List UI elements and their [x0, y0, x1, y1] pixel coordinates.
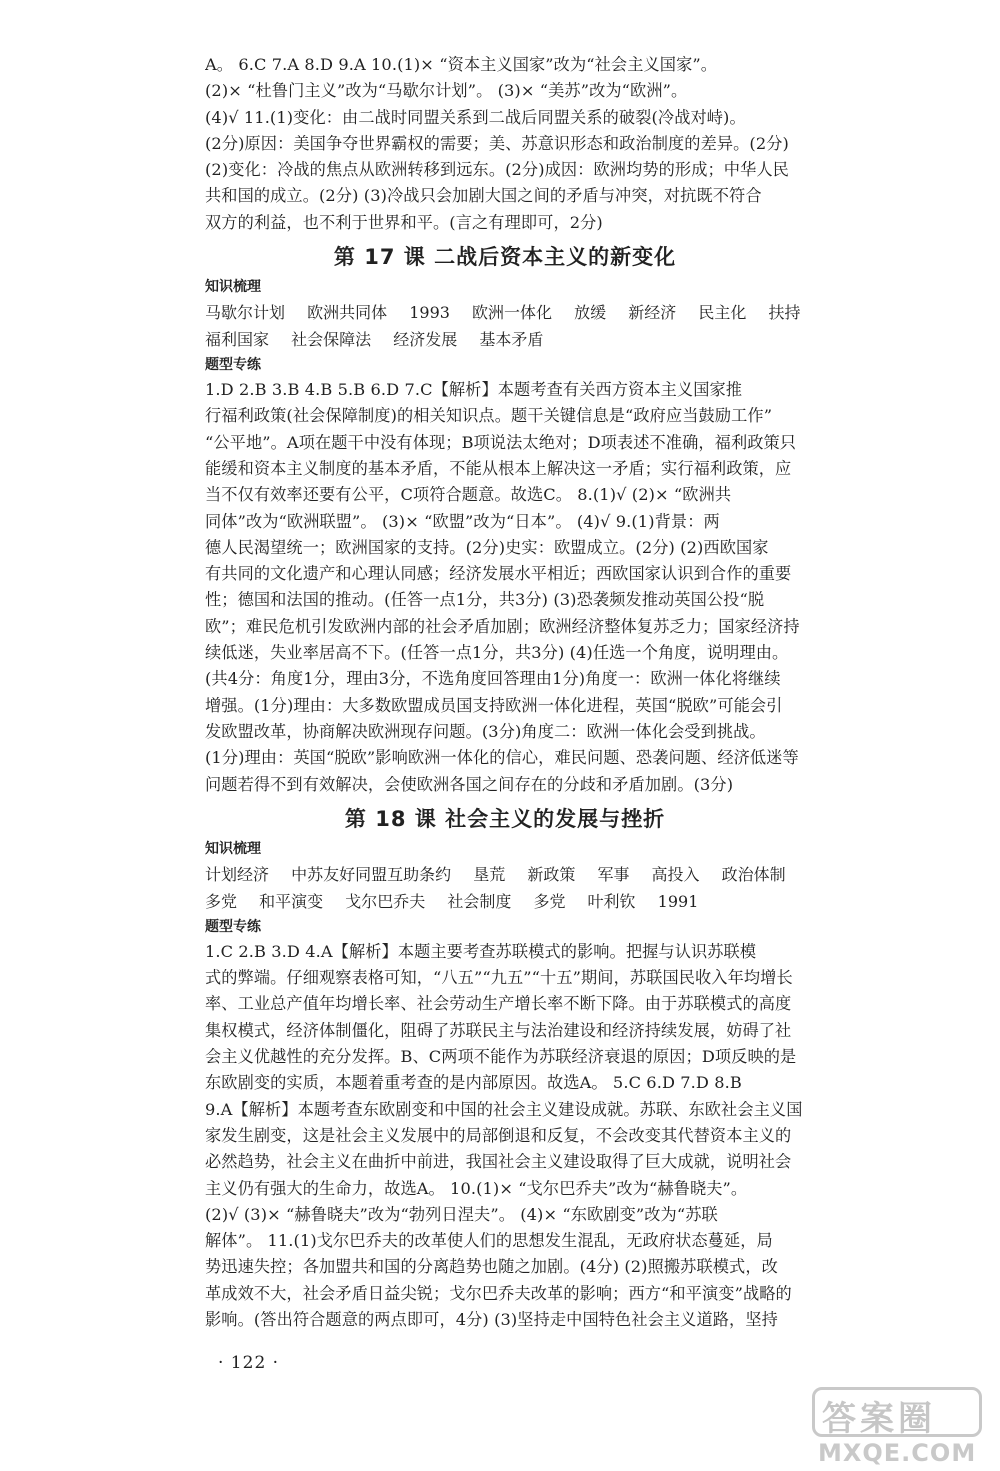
- keyword-row: [205, 299, 805, 326]
- keyword: 军事: [597, 864, 630, 884]
- practice-heading: 题型专练: [205, 357, 261, 374]
- text-line: 革成效不大，社会矛盾日益尖锐；戈尔巴乔夫改革的影响；西方“和平演变”战略的: [205, 1283, 792, 1303]
- keyword: 欧洲共同体: [307, 303, 388, 323]
- keyword: 计划经济: [205, 864, 270, 884]
- keyword-row: [205, 888, 805, 915]
- keyword: 社会保障法: [291, 330, 372, 350]
- text-line: 发欧盟改革，协商解决欧洲现存问题。(3分)角度二：欧洲一体化会受到挑战。: [205, 721, 766, 741]
- text-line: 率、工业总产值年均增长率、社会劳动生产增长率不断下降。由于苏联模式的高度: [205, 994, 792, 1014]
- text-line: 有共同的文化遗产和心理认同感；经济发展水平相近；西欧国家认识到合作的重要: [205, 564, 792, 584]
- text-line: 必然趋势，社会主义在曲折中前进，我国社会主义建设取得了巨大成就，说明社会: [205, 1152, 792, 1172]
- text-line: (2分)原因：美国争夺世界霸权的需要；美、苏意识形态和政治制度的差异。(2分): [205, 133, 789, 153]
- lesson-17-section: [205, 240, 805, 798]
- keyword: 戈尔巴乔夫: [345, 891, 426, 911]
- keyword: 民主化: [698, 303, 747, 323]
- keyword: 中苏友好同盟互助条约: [291, 864, 452, 884]
- keyword: 和平演变: [259, 891, 324, 911]
- text-line: 行福利政策(社会保障制度)的相关知识点。题干关键信息是“政府应当鼓励工作”: [205, 406, 773, 426]
- text-line: 欧”；难民危机引发欧洲内部的社会矛盾加剧；欧洲经济整体复苏乏力；国家经济持: [205, 616, 800, 636]
- text-line: 解体”。 11.(1)戈尔巴乔夫的改革使人们的思想发生混乱，无政府状态蔓延，局: [205, 1231, 773, 1251]
- keyword-row: [205, 861, 805, 888]
- watermark-url: MXQE.COM: [818, 1439, 977, 1467]
- text-line: 1.C 2.B 3.D 4.A【解析】本题主要考查苏联模式的影响。把握与认识苏联模: [205, 941, 757, 961]
- text-line: 问题若得不到有效解决，会使欧洲各国之间存在的分歧和矛盾加剧。(3分): [205, 774, 734, 794]
- keyword: 新政策: [527, 864, 576, 884]
- text-line: 共和国的成立。(2分) (3)冷战只会加剧大国之间的矛盾与冲突，对抗既不符合: [205, 186, 762, 206]
- text-line: 能缓和资本主义制度的基本矛盾，不能从根本上解决这一矛盾；实行福利政策，应: [205, 458, 792, 478]
- keyword: 社会制度: [447, 891, 512, 911]
- top-answers: [205, 52, 805, 236]
- text-line: 主义仍有强大的生命力，故选A。 10.(1)× “戈尔巴乔夫”改为“赫鲁晓夫”。: [205, 1178, 748, 1198]
- text-line: 性；德国和法国的推动。(任答一点1分，共3分) (3)恐袭频发推动英国公投“脱: [205, 590, 765, 610]
- text-line: 1.D 2.B 3.B 4.B 5.B 6.D 7.C【解析】本题考查有关西方资本主义国家推: [205, 380, 743, 400]
- keyword: 多党: [533, 891, 566, 911]
- keyword-row: [205, 326, 805, 353]
- keyword: 欧洲一体化: [472, 303, 553, 323]
- keyword: 1993: [409, 303, 450, 323]
- text-line: (2)× “杜鲁门主义”改为“马歇尔计划”。 (3)× “美苏”改为“欧洲”。: [205, 81, 688, 101]
- text-line: 9.A【解析】本题考查东欧剧变和中国的社会主义建设成就。苏联、东欧社会主义国: [205, 1099, 803, 1119]
- text-line: “公平地”。A项在题干中没有体现；B项说法太绝对；D项表述不准确，福利政策只: [205, 432, 797, 452]
- text-line: 会主义优越性的充分发挥。B、C两项不能作为苏联经济衰退的原因；D项反映的是: [205, 1047, 797, 1067]
- keyword: 高投入: [651, 864, 700, 884]
- text-line: (2)变化：冷战的焦点从欧洲转移到远东。(2分)成因：欧洲均势的形成；中华人民: [205, 160, 789, 180]
- text-line: 德人民渴望统一；欧洲国家的支持。(2分)史实：欧盟成立。(2分) (2)西欧国家: [205, 537, 769, 557]
- text-line: 集权模式，经济体制僵化，阻碍了苏联民主与法治建设和经济持续发展，妨碍了社: [205, 1020, 792, 1040]
- keyword: 福利国家: [205, 330, 270, 350]
- text-line: 续低迷，失业率居高不下。(任答一点1分，共3分) (4)任选一个角度，说明理由。: [205, 643, 789, 663]
- answer-content: [205, 52, 805, 1333]
- keyword: 新经济: [628, 303, 677, 323]
- text-line: 家发生剧变，这是社会主义发展中的局部倒退和反复，不会改变其代替资本主义的: [205, 1125, 792, 1145]
- page-number: · 122 ·: [218, 1353, 280, 1373]
- text-line: 势迅速失控；各加盟共和国的分离趋势也随之加剧。(4分) (2)照搬苏联模式，改: [205, 1257, 778, 1277]
- keyword: 垦荒: [473, 864, 506, 884]
- text-line: (4)√ 11.(1)变化：由二战时同盟关系到二战后同盟关系的破裂(冷战对峙)。: [205, 107, 746, 127]
- text-line: 同体”改为“欧洲联盟”。 (3)× “欧盟”改为“日本”。 (4)√ 9.(1)背景：两: [205, 511, 720, 531]
- site-watermark-logo: [812, 1387, 992, 1469]
- text-line: A。 6.C 7.A 8.D 9.A 10.(1)× “资本主义国家”改为“社会主义国家”。: [205, 55, 718, 74]
- knowledge-heading: 知识梳理: [205, 840, 261, 857]
- lesson-18-section: [205, 802, 805, 1333]
- text-line: 双方的利益，也不利于世界和平。(言之有理即可，2分): [205, 212, 603, 232]
- text-line: (1分)理由：英国“脱欧”影响欧洲一体化的信心，难民问题、恐袭问题、经济低迷等: [205, 748, 799, 768]
- watermark-logo-text: 答案圈: [822, 1399, 936, 1439]
- keyword: 基本矛盾: [479, 330, 544, 350]
- text-line: 式的弊端。仔细观察表格可知，“八五”“九五”“十五”期间，苏联国民收入年均增长: [205, 968, 793, 988]
- lesson-17-title: 第 17 课 二战后资本主义的新变化: [333, 245, 677, 270]
- text-line: 增强。(1分)理由：大多数欧盟成员国支持欧洲一体化进程，英国“脱欧”可能会引: [205, 695, 783, 715]
- keyword: 经济发展: [393, 330, 458, 350]
- text-line: 东欧剧变的实质，本题着重考查的是内部原因。故选A。 5.C 6.D 7.D 8.B: [205, 1073, 742, 1093]
- keyword: 马歇尔计划: [205, 303, 286, 323]
- lesson-18-title: 第 18 课 社会主义的发展与挫折: [344, 806, 666, 831]
- keyword: 1991: [657, 891, 699, 911]
- keyword: 放缓: [574, 303, 607, 323]
- text-line: (共4分：角度1分，理由3分，不选角度回答理由1分)角度一：欧洲一体化将继续: [205, 669, 781, 689]
- keyword: 叶利钦: [587, 891, 636, 911]
- knowledge-heading: 知识梳理: [205, 279, 261, 296]
- keyword: 扶持: [768, 303, 801, 323]
- practice-heading: 题型专练: [205, 918, 261, 935]
- text-line: (2)√ (3)× “赫鲁晓夫”改为“勃列日涅夫”。 (4)× “东欧剧变”改为“苏联: [205, 1204, 718, 1224]
- keyword: 多党: [205, 891, 238, 911]
- text-line: 当不仅有效率还要有公平，C项符合题意。故选C。 8.(1)√ (2)× “欧洲共: [205, 485, 732, 505]
- keyword: 政治体制: [721, 864, 786, 884]
- text-line: 影响。(答出符合题意的两点即可，4分) (3)坚持走中国特色社会主义道路，坚持: [205, 1309, 778, 1329]
